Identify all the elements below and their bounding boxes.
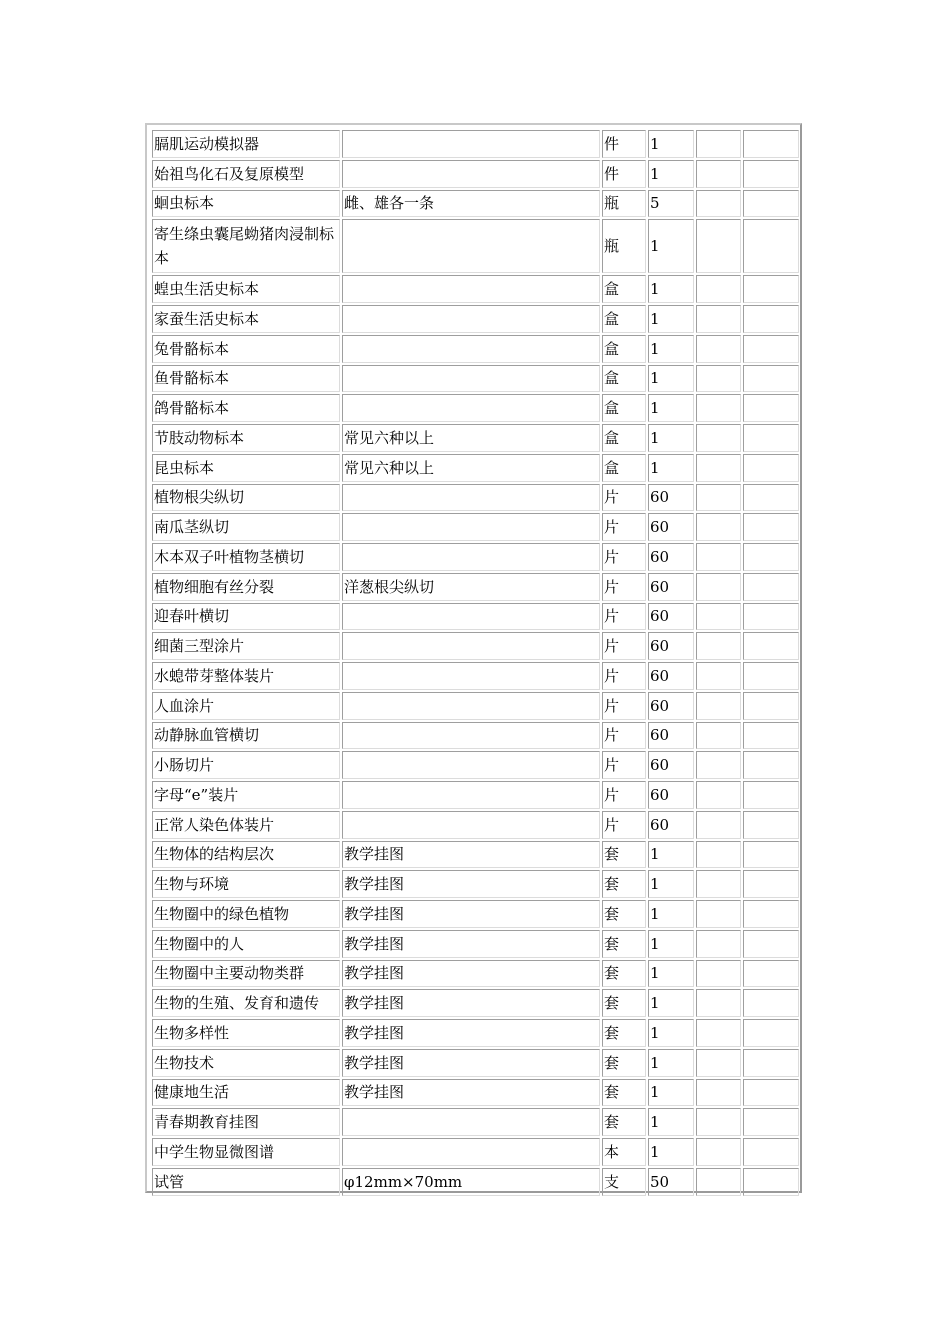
item-quantity-cell: 60 — [648, 781, 694, 809]
item-unit-cell: 片 — [602, 692, 646, 720]
item-spec-cell: 教学挂图 — [342, 900, 600, 928]
item-spec-cell: φ12mm×70mm — [342, 1168, 600, 1196]
item-quantity-cell: 1 — [648, 1108, 694, 1136]
item-name-cell: 小肠切片 — [152, 751, 340, 779]
item-name-cell: 生物的生殖、发育和遗传 — [152, 989, 340, 1017]
item-quantity-cell: 1 — [648, 1138, 694, 1166]
item-unit-cell: 片 — [602, 573, 646, 601]
item-unit-cell: 片 — [602, 751, 646, 779]
empty-cell — [743, 454, 799, 482]
item-spec-cell — [342, 219, 600, 273]
empty-cell — [696, 543, 741, 571]
item-name-cell: 膈肌运动模拟器 — [152, 130, 340, 158]
table-row — [152, 632, 799, 660]
item-name-cell: 植物细胞有丝分裂 — [152, 573, 340, 601]
empty-cell — [696, 1049, 741, 1077]
empty-cell — [696, 751, 741, 779]
equipment-table — [150, 128, 801, 1198]
item-spec-cell: 常见六种以上 — [342, 424, 600, 452]
item-unit-cell: 件 — [602, 130, 646, 158]
item-quantity-cell: 60 — [648, 513, 694, 541]
item-name-cell: 迎春叶横切 — [152, 603, 340, 631]
item-unit-cell: 套 — [602, 1049, 646, 1077]
item-quantity-cell: 1 — [648, 870, 694, 898]
item-unit-cell: 套 — [602, 1108, 646, 1136]
item-spec-cell — [342, 513, 600, 541]
item-name-cell: 兔骨骼标本 — [152, 335, 340, 363]
item-quantity-cell: 5 — [648, 190, 694, 218]
item-unit-cell: 套 — [602, 1079, 646, 1107]
item-unit-cell: 片 — [602, 811, 646, 839]
item-name-cell: 生物技术 — [152, 1049, 340, 1077]
item-name-cell: 鸽骨骼标本 — [152, 394, 340, 422]
item-unit-cell: 件 — [602, 160, 646, 188]
empty-cell — [696, 130, 741, 158]
empty-cell — [743, 603, 799, 631]
item-name-cell: 昆虫标本 — [152, 454, 340, 482]
empty-cell — [696, 335, 741, 363]
item-name-cell: 植物根尖纵切 — [152, 484, 340, 512]
empty-cell — [743, 1079, 799, 1107]
item-quantity-cell: 1 — [648, 394, 694, 422]
empty-cell — [743, 305, 799, 333]
empty-cell — [743, 841, 799, 869]
item-quantity-cell: 1 — [648, 930, 694, 958]
empty-cell — [696, 841, 741, 869]
table-row — [152, 305, 799, 333]
item-spec-cell — [342, 632, 600, 660]
item-unit-cell: 片 — [602, 603, 646, 631]
table-row — [152, 160, 799, 188]
item-name-cell: 生物体的结构层次 — [152, 841, 340, 869]
empty-cell — [743, 1019, 799, 1047]
item-spec-cell — [342, 1108, 600, 1136]
empty-cell — [743, 484, 799, 512]
empty-cell — [743, 130, 799, 158]
table-row — [152, 692, 799, 720]
item-quantity-cell: 1 — [648, 960, 694, 988]
item-spec-cell: 常见六种以上 — [342, 454, 600, 482]
table-row — [152, 424, 799, 452]
item-quantity-cell: 60 — [648, 722, 694, 750]
item-spec-cell: 教学挂图 — [342, 870, 600, 898]
empty-cell — [743, 662, 799, 690]
empty-cell — [743, 751, 799, 779]
table-row — [152, 394, 799, 422]
item-name-cell: 木本双子叶植物茎横切 — [152, 543, 340, 571]
empty-cell — [743, 219, 799, 273]
empty-cell — [696, 275, 741, 303]
table-row — [152, 603, 799, 631]
empty-cell — [743, 1108, 799, 1136]
item-spec-cell: 教学挂图 — [342, 960, 600, 988]
item-quantity-cell: 1 — [648, 1049, 694, 1077]
item-name-cell: 水螅带芽整体装片 — [152, 662, 340, 690]
item-quantity-cell: 1 — [648, 1019, 694, 1047]
item-quantity-cell: 60 — [648, 692, 694, 720]
item-unit-cell: 套 — [602, 900, 646, 928]
empty-cell — [743, 722, 799, 750]
item-quantity-cell: 1 — [648, 219, 694, 273]
item-unit-cell: 片 — [602, 781, 646, 809]
table-row — [152, 543, 799, 571]
item-quantity-cell: 1 — [648, 454, 694, 482]
item-quantity-cell: 60 — [648, 603, 694, 631]
item-name-cell: 南瓜茎纵切 — [152, 513, 340, 541]
item-name-cell: 节肢动物标本 — [152, 424, 340, 452]
item-spec-cell — [342, 781, 600, 809]
table-row — [152, 900, 799, 928]
table-row — [152, 219, 799, 273]
empty-cell — [743, 632, 799, 660]
empty-cell — [743, 811, 799, 839]
item-spec-cell — [342, 751, 600, 779]
item-unit-cell: 套 — [602, 841, 646, 869]
item-name-cell: 试管 — [152, 1168, 340, 1196]
item-quantity-cell: 1 — [648, 160, 694, 188]
empty-cell — [696, 930, 741, 958]
item-name-cell: 人血涂片 — [152, 692, 340, 720]
item-quantity-cell: 1 — [648, 841, 694, 869]
item-unit-cell: 瓶 — [602, 190, 646, 218]
item-name-cell: 蛔虫标本 — [152, 190, 340, 218]
empty-cell — [696, 513, 741, 541]
item-name-cell: 生物圈中主要动物类群 — [152, 960, 340, 988]
item-spec-cell: 教学挂图 — [342, 841, 600, 869]
table-row — [152, 989, 799, 1017]
item-spec-cell — [342, 692, 600, 720]
empty-cell — [696, 662, 741, 690]
item-spec-cell: 雌、雄各一条 — [342, 190, 600, 218]
empty-cell — [696, 632, 741, 660]
item-name-cell: 寄生绦虫囊尾蚴猪肉浸制标本 — [152, 219, 340, 273]
item-unit-cell: 盒 — [602, 335, 646, 363]
empty-cell — [743, 394, 799, 422]
item-spec-cell: 教学挂图 — [342, 930, 600, 958]
empty-cell — [696, 781, 741, 809]
table-row — [152, 662, 799, 690]
item-unit-cell: 盒 — [602, 275, 646, 303]
item-unit-cell: 盒 — [602, 365, 646, 393]
item-name-cell: 健康地生活 — [152, 1079, 340, 1107]
item-quantity-cell: 60 — [648, 811, 694, 839]
item-spec-cell — [342, 275, 600, 303]
table-row — [152, 484, 799, 512]
item-quantity-cell: 1 — [648, 275, 694, 303]
item-spec-cell — [342, 662, 600, 690]
item-name-cell: 正常人染色体装片 — [152, 811, 340, 839]
table-row — [152, 751, 799, 779]
item-unit-cell: 片 — [602, 662, 646, 690]
table-row — [152, 1168, 799, 1196]
item-spec-cell — [342, 365, 600, 393]
table-row — [152, 454, 799, 482]
empty-cell — [696, 394, 741, 422]
item-spec-cell: 洋葱根尖纵切 — [342, 573, 600, 601]
table-row — [152, 1049, 799, 1077]
item-spec-cell — [342, 543, 600, 571]
item-quantity-cell: 1 — [648, 130, 694, 158]
item-name-cell: 生物多样性 — [152, 1019, 340, 1047]
empty-cell — [696, 305, 741, 333]
empty-cell — [696, 219, 741, 273]
item-unit-cell: 本 — [602, 1138, 646, 1166]
item-spec-cell — [342, 603, 600, 631]
table-row — [152, 513, 799, 541]
empty-cell — [696, 484, 741, 512]
table-row — [152, 930, 799, 958]
empty-cell — [743, 900, 799, 928]
empty-cell — [696, 692, 741, 720]
item-unit-cell: 片 — [602, 513, 646, 541]
empty-cell — [696, 1108, 741, 1136]
item-quantity-cell: 60 — [648, 484, 694, 512]
item-unit-cell: 盒 — [602, 305, 646, 333]
empty-cell — [743, 424, 799, 452]
empty-cell — [743, 870, 799, 898]
item-quantity-cell: 1 — [648, 424, 694, 452]
empty-cell — [743, 781, 799, 809]
item-quantity-cell: 60 — [648, 543, 694, 571]
item-unit-cell: 套 — [602, 1019, 646, 1047]
empty-cell — [696, 900, 741, 928]
empty-cell — [696, 603, 741, 631]
empty-cell — [743, 573, 799, 601]
table-row — [152, 275, 799, 303]
item-quantity-cell: 1 — [648, 1079, 694, 1107]
item-spec-cell: 教学挂图 — [342, 1079, 600, 1107]
empty-cell — [696, 989, 741, 1017]
table-row — [152, 130, 799, 158]
empty-cell — [743, 160, 799, 188]
item-spec-cell — [342, 305, 600, 333]
item-spec-cell — [342, 394, 600, 422]
item-quantity-cell: 1 — [648, 900, 694, 928]
item-unit-cell: 支 — [602, 1168, 646, 1196]
table-row — [152, 841, 799, 869]
item-quantity-cell: 1 — [648, 335, 694, 363]
empty-cell — [743, 692, 799, 720]
empty-cell — [743, 275, 799, 303]
empty-cell — [696, 870, 741, 898]
empty-cell — [743, 1138, 799, 1166]
empty-cell — [743, 365, 799, 393]
item-name-cell: 细菌三型涂片 — [152, 632, 340, 660]
equipment-table-frame — [145, 123, 802, 1193]
empty-cell — [743, 989, 799, 1017]
equipment-table-body — [152, 130, 799, 1196]
table-row — [152, 1138, 799, 1166]
item-unit-cell: 片 — [602, 484, 646, 512]
empty-cell — [743, 335, 799, 363]
item-quantity-cell: 1 — [648, 989, 694, 1017]
empty-cell — [696, 160, 741, 188]
table-row — [152, 960, 799, 988]
item-name-cell: 青春期教育挂图 — [152, 1108, 340, 1136]
item-unit-cell: 盒 — [602, 394, 646, 422]
table-row — [152, 781, 799, 809]
item-quantity-cell: 60 — [648, 632, 694, 660]
empty-cell — [696, 1019, 741, 1047]
item-unit-cell: 盒 — [602, 424, 646, 452]
item-unit-cell: 片 — [602, 722, 646, 750]
item-quantity-cell: 60 — [648, 662, 694, 690]
empty-cell — [743, 960, 799, 988]
empty-cell — [696, 811, 741, 839]
item-quantity-cell: 50 — [648, 1168, 694, 1196]
item-spec-cell — [342, 1138, 600, 1166]
item-unit-cell: 套 — [602, 930, 646, 958]
item-name-cell: 中学生物显微图谱 — [152, 1138, 340, 1166]
empty-cell — [696, 1138, 741, 1166]
table-row — [152, 870, 799, 898]
item-spec-cell — [342, 722, 600, 750]
item-spec-cell: 教学挂图 — [342, 989, 600, 1017]
item-unit-cell: 盒 — [602, 454, 646, 482]
table-row — [152, 335, 799, 363]
empty-cell — [743, 930, 799, 958]
table-row — [152, 190, 799, 218]
item-name-cell: 字母“e”装片 — [152, 781, 340, 809]
item-spec-cell: 教学挂图 — [342, 1049, 600, 1077]
table-row — [152, 1019, 799, 1047]
item-unit-cell: 片 — [602, 543, 646, 571]
item-spec-cell — [342, 130, 600, 158]
empty-cell — [696, 573, 741, 601]
item-unit-cell: 套 — [602, 989, 646, 1017]
table-row — [152, 811, 799, 839]
empty-cell — [743, 543, 799, 571]
item-quantity-cell: 60 — [648, 573, 694, 601]
empty-cell — [696, 454, 741, 482]
item-unit-cell: 套 — [602, 870, 646, 898]
empty-cell — [696, 1168, 741, 1196]
item-spec-cell — [342, 811, 600, 839]
item-spec-cell: 教学挂图 — [342, 1019, 600, 1047]
item-quantity-cell: 60 — [648, 751, 694, 779]
empty-cell — [743, 513, 799, 541]
item-name-cell: 生物与环境 — [152, 870, 340, 898]
item-spec-cell — [342, 484, 600, 512]
item-unit-cell: 片 — [602, 632, 646, 660]
item-quantity-cell: 1 — [648, 305, 694, 333]
item-name-cell: 始祖鸟化石及复原模型 — [152, 160, 340, 188]
table-row — [152, 1079, 799, 1107]
table-row — [152, 365, 799, 393]
item-name-cell: 动静脉血管横切 — [152, 722, 340, 750]
empty-cell — [696, 424, 741, 452]
empty-cell — [743, 190, 799, 218]
empty-cell — [743, 1168, 799, 1196]
empty-cell — [696, 960, 741, 988]
item-name-cell: 生物圈中的人 — [152, 930, 340, 958]
item-spec-cell — [342, 335, 600, 363]
item-unit-cell: 套 — [602, 960, 646, 988]
empty-cell — [696, 1079, 741, 1107]
item-quantity-cell: 1 — [648, 365, 694, 393]
item-spec-cell — [342, 160, 600, 188]
empty-cell — [696, 722, 741, 750]
table-row — [152, 1108, 799, 1136]
empty-cell — [696, 190, 741, 218]
item-name-cell: 家蚕生活史标本 — [152, 305, 340, 333]
item-unit-cell: 瓶 — [602, 219, 646, 273]
table-row — [152, 573, 799, 601]
empty-cell — [743, 1049, 799, 1077]
item-name-cell: 蝗虫生活史标本 — [152, 275, 340, 303]
item-name-cell: 生物圈中的绿色植物 — [152, 900, 340, 928]
item-name-cell: 鱼骨骼标本 — [152, 365, 340, 393]
table-row — [152, 722, 799, 750]
empty-cell — [696, 365, 741, 393]
